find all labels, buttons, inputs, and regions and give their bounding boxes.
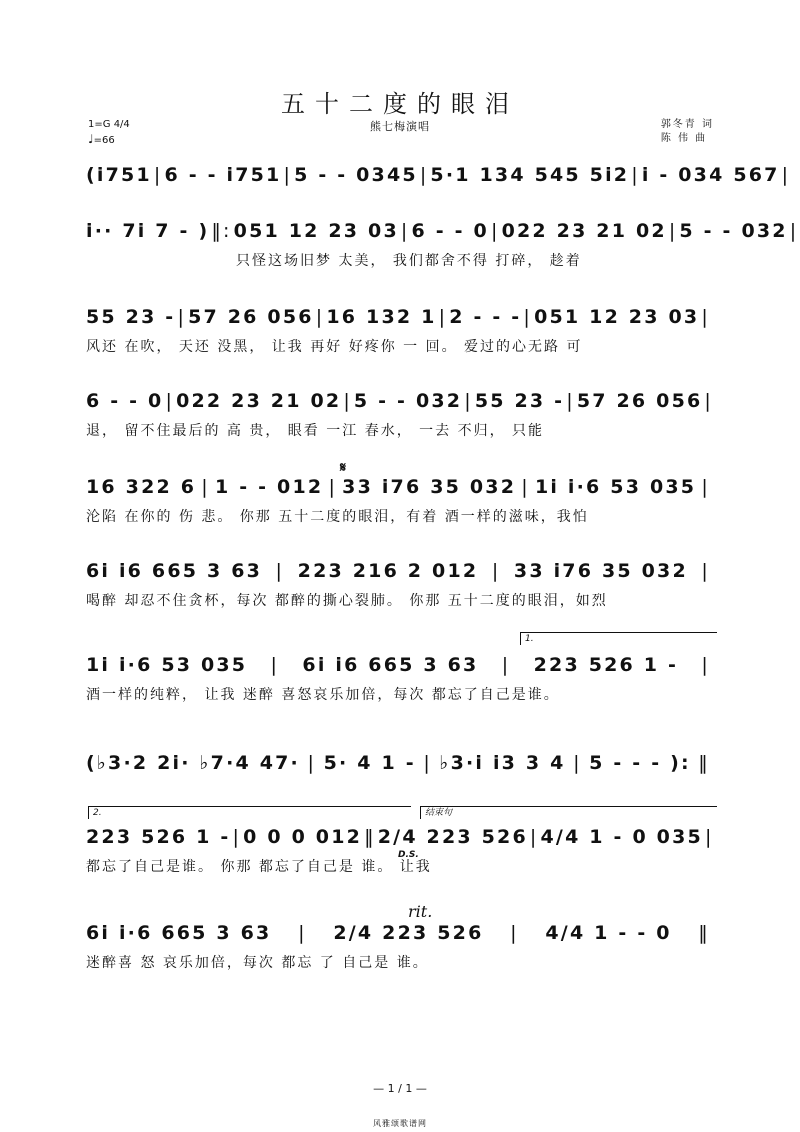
notes-line-1 bbox=[86, 160, 791, 190]
barline: | bbox=[781, 164, 791, 186]
measure: 6i i6 665 3 63 bbox=[302, 654, 479, 676]
notes-line-5 bbox=[86, 472, 712, 502]
barline: | bbox=[201, 476, 210, 498]
barline: | bbox=[153, 164, 163, 186]
score-line-4 bbox=[86, 386, 712, 440]
barline: | bbox=[668, 220, 678, 242]
barline: | bbox=[501, 654, 511, 676]
measure: 1i i·6 53 035 bbox=[86, 654, 248, 676]
measure: 16 132 1 bbox=[326, 306, 437, 328]
measure: i - 034 567 bbox=[641, 164, 780, 186]
notes-line-10 bbox=[86, 918, 712, 948]
quarter-note-icon: ♩ bbox=[88, 132, 94, 146]
measure: 33 i76 35 032 bbox=[342, 476, 517, 498]
measure: 5 - - - ): bbox=[589, 752, 691, 774]
notes-line-7 bbox=[86, 650, 712, 680]
measure: 1 - - 012 bbox=[215, 476, 324, 498]
measure: 33 i76 35 032 bbox=[513, 560, 688, 582]
barline: | bbox=[307, 752, 317, 774]
barline: | bbox=[283, 164, 293, 186]
measure: 4/4 1 - 0 035 bbox=[540, 826, 703, 848]
score-line-6 bbox=[86, 556, 712, 610]
composer: 陈 伟 曲 bbox=[660, 133, 708, 144]
lyrics-line-2: 只怪这场旧梦 太美， 我们都舍不得 打碎， 趁着 bbox=[236, 253, 582, 269]
lyrics-line-10: 迷醉喜 怒 哀乐加倍，每次 都忘 了 自己是 谁。 bbox=[86, 955, 429, 971]
notes-line-9 bbox=[86, 822, 712, 852]
measure: 051 12 23 03 bbox=[233, 220, 399, 242]
barline: | bbox=[438, 306, 448, 328]
measure: (♭3·2 2i· ♭7·4 47· bbox=[86, 752, 300, 774]
measure: 0 0 0 012 bbox=[243, 826, 363, 848]
barline: | bbox=[275, 560, 285, 582]
barline: | bbox=[298, 922, 307, 944]
measure: 6i i6 665 3 63 bbox=[86, 560, 263, 582]
barline: | bbox=[165, 390, 175, 412]
measure: 5 - - 0345 bbox=[294, 164, 418, 186]
song-title: 五十二度的眼泪 bbox=[281, 90, 519, 118]
barline: | bbox=[510, 922, 519, 944]
tempo: =66 bbox=[93, 135, 115, 146]
measure: 022 23 21 02 bbox=[501, 220, 667, 242]
barline: | bbox=[704, 826, 714, 848]
notes-line-6 bbox=[86, 556, 712, 586]
barline: | bbox=[177, 306, 187, 328]
lyrics-line-3: 风还 在吹， 天还 没黑， 让我 再好 好疼你 一 回。 爱过的心无路 可 bbox=[86, 339, 583, 355]
barline: | bbox=[315, 306, 325, 328]
notes-line-3 bbox=[86, 302, 712, 332]
measure: 55 23 - bbox=[86, 306, 176, 328]
barline: | bbox=[701, 654, 710, 676]
ds-mark: D.S. bbox=[398, 850, 419, 860]
repeat-end: ‖ bbox=[698, 752, 710, 774]
notes-line-8 bbox=[86, 748, 712, 778]
barline: | bbox=[464, 390, 473, 412]
measure: 6 - - 0 bbox=[86, 390, 164, 412]
measure: 57 26 056 bbox=[576, 390, 703, 412]
measure: 16 322 6 bbox=[86, 476, 197, 498]
barline: | bbox=[529, 826, 539, 848]
measure: 6i i·6 665 3 63 bbox=[86, 922, 272, 944]
score-line-8 bbox=[86, 748, 712, 778]
barline: | bbox=[631, 164, 640, 186]
measure: 1i i·6 53 035 bbox=[534, 476, 697, 498]
score-line-3 bbox=[86, 302, 712, 356]
barline: | bbox=[400, 220, 410, 242]
lyrics-line-4: 退， 留不住最后的 高 贵， 眼看 一江 春水， 一去 不归， 只能 bbox=[86, 423, 545, 439]
barline: | bbox=[701, 476, 710, 498]
barline: | bbox=[701, 306, 710, 328]
barline: | bbox=[490, 220, 500, 242]
page-number: — 1 / 1 — bbox=[373, 1082, 427, 1095]
credits-block bbox=[661, 118, 714, 146]
segno-icon: 𝄋 bbox=[340, 460, 347, 476]
barline: | bbox=[270, 654, 280, 676]
measure: 6 - - i751 bbox=[164, 164, 282, 186]
notes-line-2 bbox=[86, 216, 799, 246]
barline: | bbox=[566, 390, 575, 412]
measure: 2/4 223 526 bbox=[377, 826, 528, 848]
barline: | bbox=[491, 560, 501, 582]
measure: 5 - - 032 bbox=[353, 390, 463, 412]
double-barline: ‖ bbox=[364, 826, 376, 848]
score-line-2 bbox=[86, 216, 799, 270]
lyrics-line-7: 酒一样的纯粹， 让我 迷醉 喜怒哀乐加倍，每次 都忘了自己是谁。 bbox=[86, 687, 560, 703]
barline: | bbox=[573, 752, 582, 774]
lyricist: 郭冬青 词 bbox=[660, 119, 714, 130]
measure: i·· 7i 7 - ) bbox=[86, 220, 210, 242]
measure: 4/4 1 - - 0 bbox=[545, 922, 672, 944]
final-barline: ‖ bbox=[698, 922, 710, 944]
measure: 5 - - 032 bbox=[679, 220, 788, 242]
time-signature: 4/4 bbox=[113, 119, 130, 130]
repeat-start: ‖: bbox=[211, 220, 232, 242]
barline: | bbox=[343, 390, 352, 412]
volta-1: 1. bbox=[520, 632, 717, 645]
measure: 6 - - 0 bbox=[411, 220, 489, 242]
measure: 051 12 23 03 bbox=[534, 306, 700, 328]
measure: ♭3·i i3 3 4 bbox=[439, 752, 566, 774]
barline: | bbox=[789, 220, 799, 242]
score-line-7 bbox=[86, 650, 712, 704]
score-line-9 bbox=[86, 822, 712, 876]
barline: | bbox=[523, 306, 533, 328]
barline: | bbox=[232, 826, 242, 848]
barline: | bbox=[328, 476, 338, 498]
key-tempo-block bbox=[88, 118, 130, 148]
score-line-1 bbox=[86, 160, 791, 190]
measure: 223 526 1 - bbox=[86, 826, 231, 848]
key-signature: 1=G bbox=[88, 119, 111, 130]
barline: | bbox=[419, 164, 429, 186]
ending-label: 结束句 bbox=[420, 806, 717, 819]
measure: 022 23 21 02 bbox=[176, 390, 342, 412]
measure: 5·1 134 545 5i2 bbox=[430, 164, 630, 186]
measure: 55 23 - bbox=[474, 390, 565, 412]
barline: | bbox=[704, 390, 714, 412]
score-line-5 bbox=[86, 460, 712, 526]
barline: | bbox=[423, 752, 432, 774]
measure: 57 26 056 bbox=[188, 306, 314, 328]
measure: 223 216 2 012 bbox=[297, 560, 479, 582]
barline: | bbox=[521, 476, 530, 498]
lyrics-line-5: 沦陷 在你的 伤 悲。 你那 五十二度的眼泪，有着 酒一样的滋味，我怕 bbox=[86, 509, 589, 525]
barline: | bbox=[701, 560, 710, 582]
measure: 5· 4 1 - bbox=[323, 752, 416, 774]
score-line-10 bbox=[86, 918, 712, 972]
measure: (i751 bbox=[86, 164, 152, 186]
volta-2: 2. bbox=[88, 806, 411, 819]
measure: 223 526 1 - bbox=[533, 654, 679, 676]
lyrics-line-9: 都忘了自己是谁。 你那 都忘了自己是 谁。 让我 bbox=[86, 859, 432, 875]
site-watermark: 风雅颂歌谱网 bbox=[373, 1119, 427, 1128]
lyrics-line-6: 喝醉 却忍不住贪杯，每次 都醉的撕心裂肺。 你那 五十二度的眼泪，如烈 bbox=[86, 593, 608, 609]
measure: 2/4 223 526 bbox=[333, 922, 484, 944]
performer: 熊七梅演唱 bbox=[370, 120, 430, 133]
ritardando-mark: rit. bbox=[408, 902, 433, 921]
measure: 2 - - - bbox=[449, 306, 522, 328]
notes-line-4 bbox=[86, 386, 712, 416]
